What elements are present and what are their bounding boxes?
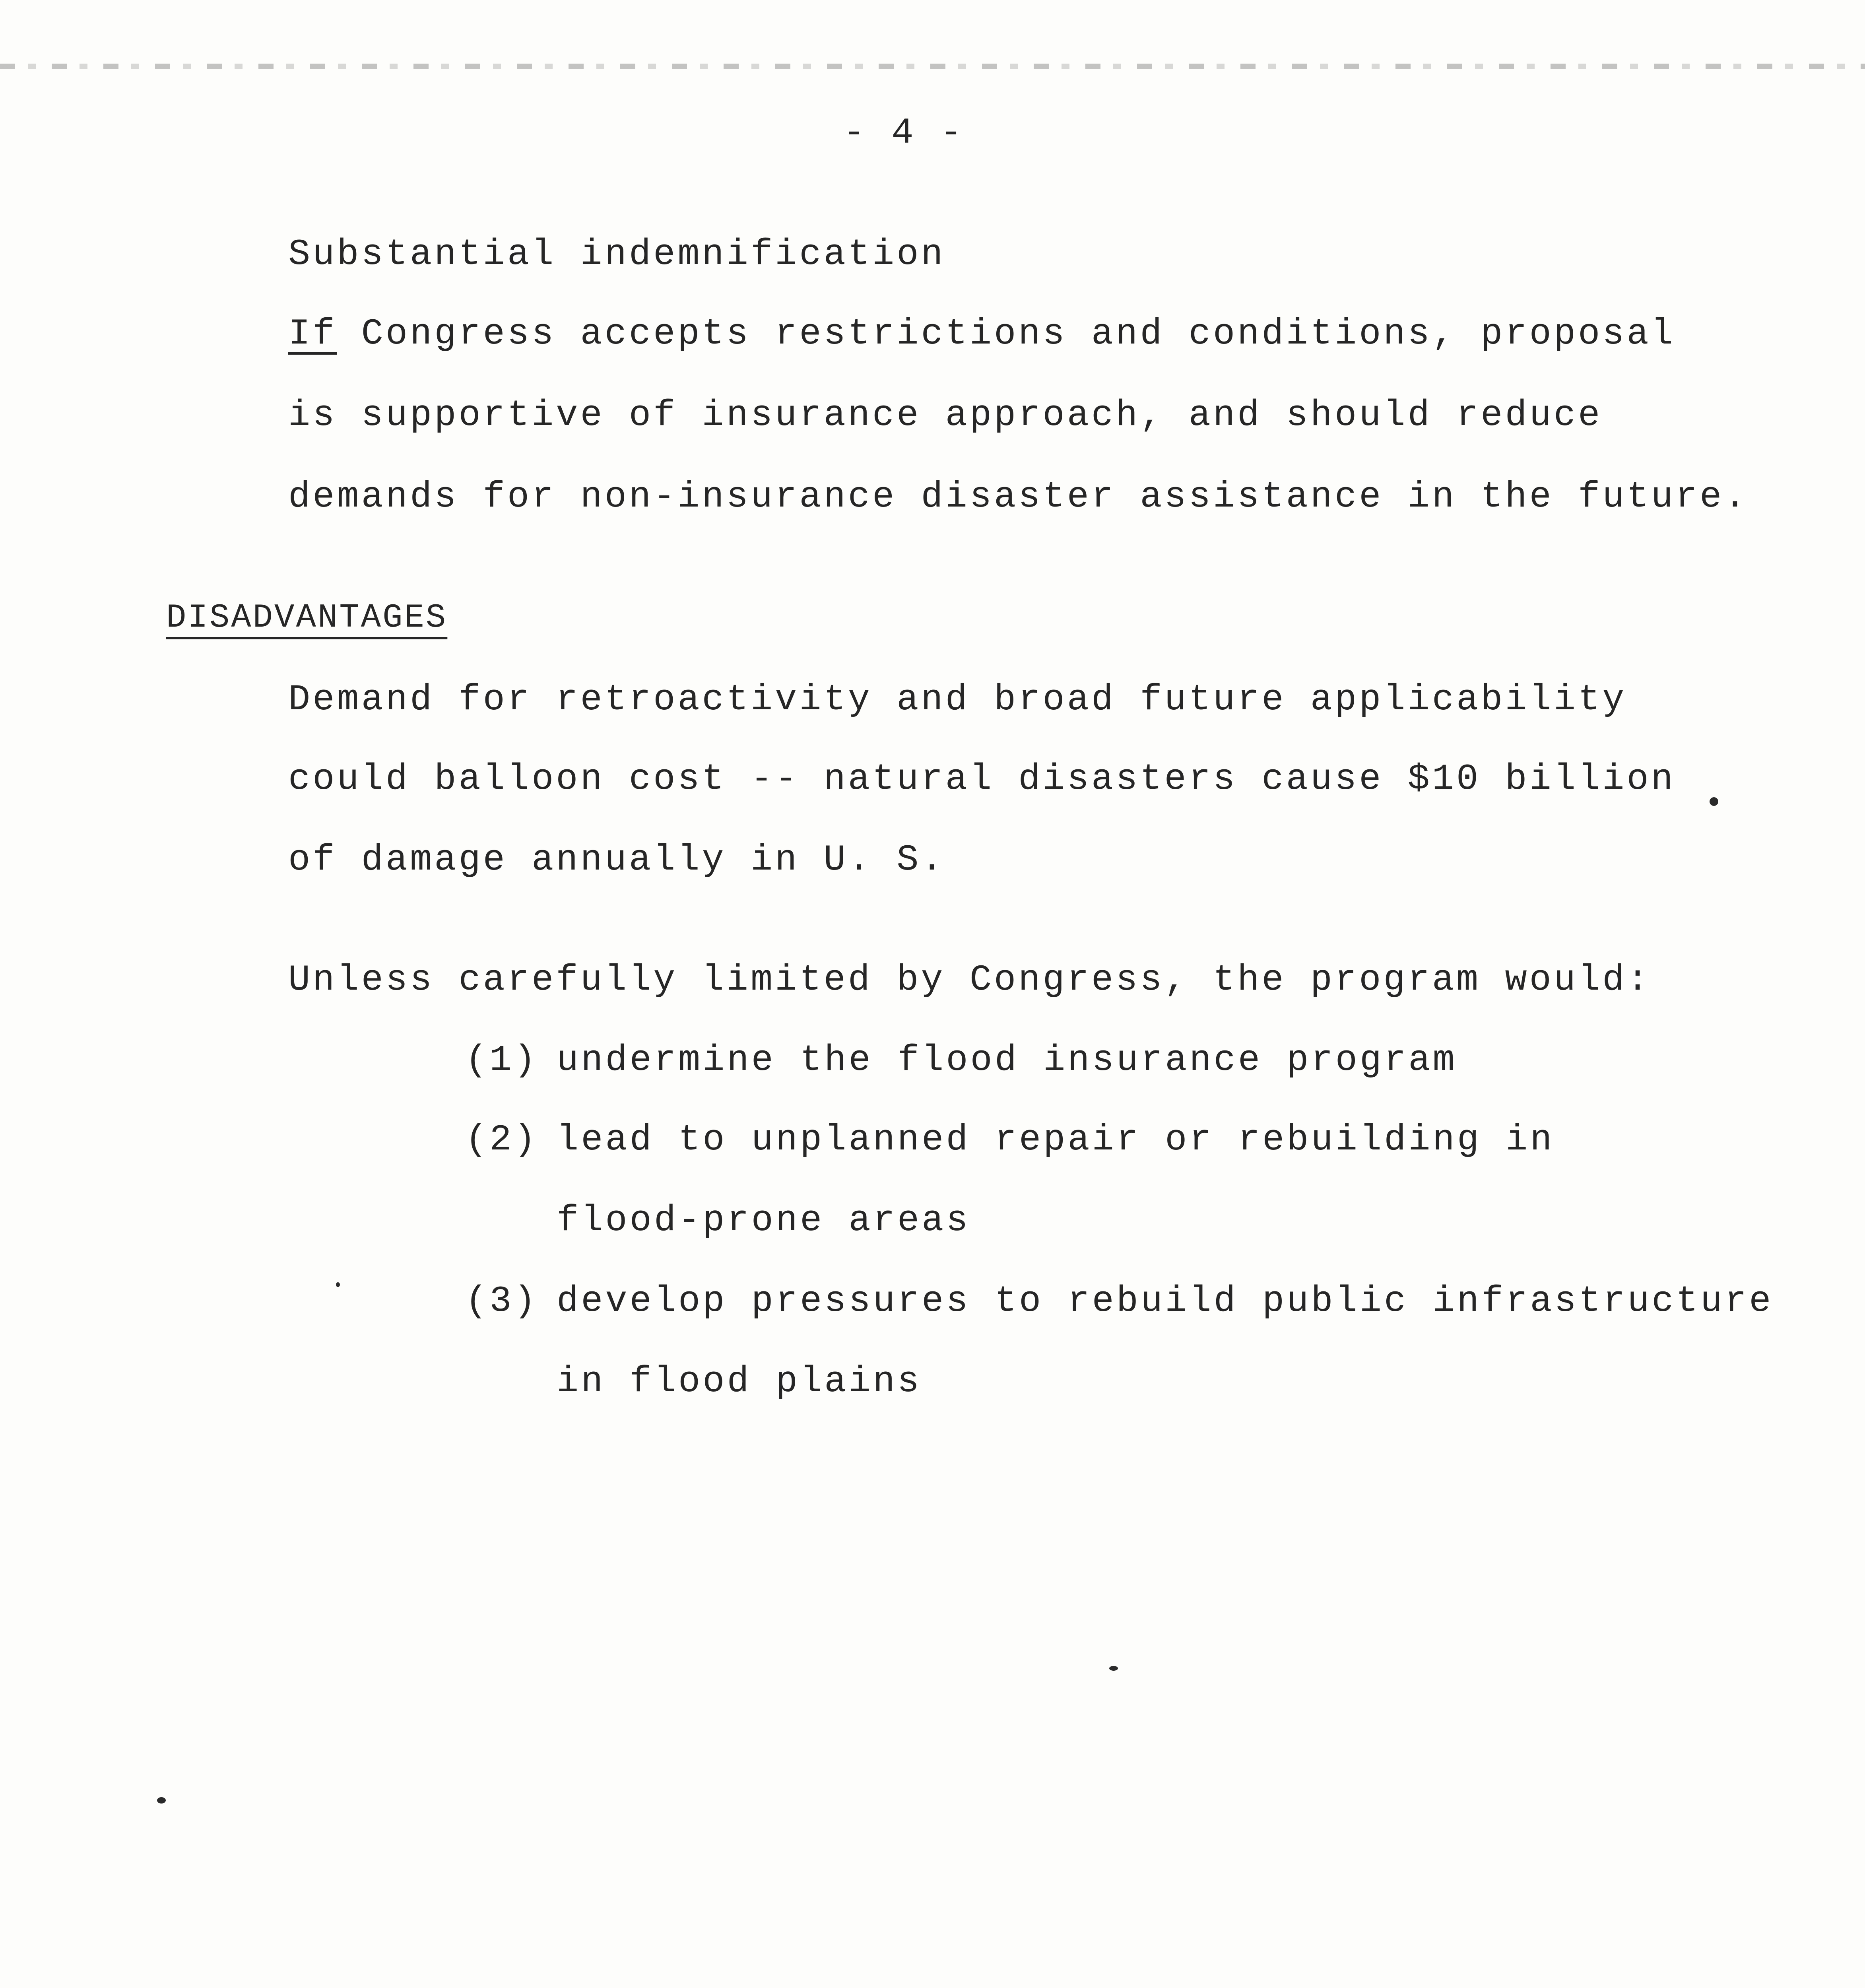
- scan-speck: [1109, 1666, 1118, 1671]
- advantage-line-3: is supportive of insurance approach, and should reduce: [288, 394, 1603, 436]
- disadvantage-para1-line-2: could balloon cost -- natural disasters cause $10 billion: [288, 758, 1675, 800]
- list-item-2-number: (2): [465, 1119, 538, 1161]
- list-item-1-number: (1): [465, 1039, 538, 1081]
- disadvantage-para2-intro: Unless carefully limited by Congress, the program would:: [288, 959, 1651, 1001]
- advantage-line-4: demands for non-insurance disaster assistance in the future.: [288, 476, 1749, 518]
- advantage-line-1: Substantial indemnification: [288, 233, 945, 275]
- list-item-3-line-2: in flood plains: [557, 1361, 922, 1402]
- emphasis-if: If: [288, 313, 337, 355]
- advantage-line-2-rest: Congress accepts restrictions and conditions, proposal: [337, 313, 1675, 355]
- scan-speck: [336, 1282, 340, 1287]
- list-item-2-line-1: lead to unplanned repair or rebuilding in: [557, 1119, 1554, 1161]
- page-number: - 4 -: [843, 112, 965, 154]
- disadvantage-para1-line-1: Demand for retroactivity and broad future applicability: [288, 679, 1627, 720]
- disadvantage-para1-line-3: of damage annually in U. S.: [288, 839, 945, 881]
- scan-speck: [157, 1797, 166, 1804]
- scan-speck: [1710, 797, 1718, 806]
- list-item-3-line-1: develop pressures to rebuild public infrastructure: [557, 1280, 1774, 1322]
- disadvantages-heading: DISADVANTAGES: [166, 599, 448, 637]
- list-item-1-line-1: undermine the flood insurance program: [557, 1039, 1457, 1081]
- list-item-3-number: (3): [465, 1280, 538, 1322]
- scan-top-edge-mark: [0, 64, 1865, 69]
- advantage-line-2: [288, 312, 1675, 356]
- list-item-2-line-2: flood-prone areas: [557, 1200, 970, 1241]
